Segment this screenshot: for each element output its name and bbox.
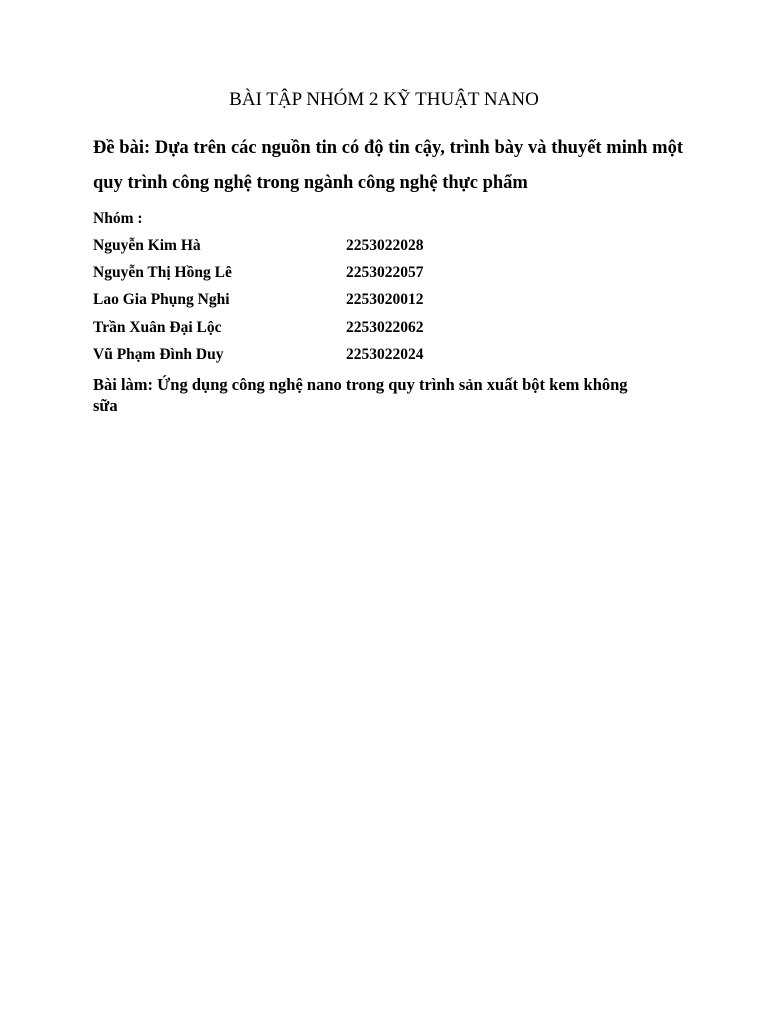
member-name: Lao Gia Phụng Nghi: [93, 291, 230, 309]
member-row: [93, 263, 653, 290]
document-title: BÀI TẬP NHÓM 2 KỸ THUẬT NANO: [229, 89, 539, 110]
member-row: [93, 345, 653, 372]
member-id: 2253022024: [346, 345, 424, 363]
member-row: [93, 318, 653, 345]
member-list: [93, 236, 653, 372]
member-name: Nguyễn Kim Hà: [93, 237, 201, 254]
member-row: [93, 290, 653, 317]
member-id: 2253022062: [346, 318, 424, 336]
answer-topic: Bài làm: Ứng dụng công nghệ nano trong quy trình sản xuất bột kem không sữa: [93, 375, 628, 415]
member-name: Vũ Phạm Đình Duy: [93, 345, 224, 363]
member-name: Trần Xuân Đại Lộc: [93, 318, 222, 336]
member-id: 2253022057: [346, 264, 424, 282]
group-label: Nhóm :: [93, 210, 143, 227]
member-name: Nguyễn Thị Hồng Lê: [93, 264, 232, 282]
member-id: 2253020012: [346, 291, 424, 309]
assignment-prompt: Đề bài: Dựa trên các nguồn tin có độ tin cậy, trình bày và thuyết minh một quy trình công nghệ trong ngành công nghệ thực phẩm: [93, 138, 683, 193]
member-row: [93, 236, 653, 263]
member-id: 2253022028: [346, 237, 424, 254]
